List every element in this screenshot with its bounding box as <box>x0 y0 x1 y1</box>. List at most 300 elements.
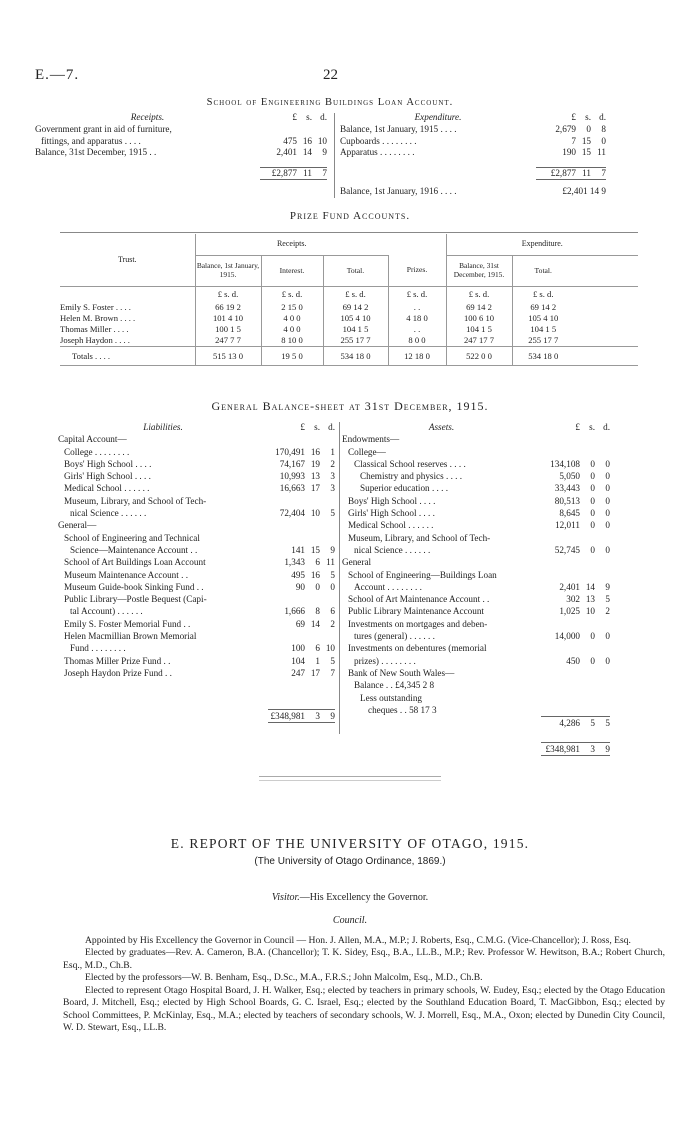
row-text: Chemistry and physics . . . . <box>360 471 463 482</box>
row-pounds <box>541 532 580 544</box>
row-pence: 11 <box>326 557 335 568</box>
table-row <box>342 532 610 544</box>
table-row <box>342 581 610 593</box>
total-interest: 19 5 0 <box>261 347 323 366</box>
assets-heading: Assets. <box>428 422 455 432</box>
table-row <box>58 593 335 605</box>
row-pounds: 72,404 <box>279 508 305 519</box>
row-shillings: 16 <box>302 135 312 146</box>
council-paragraph: Appointed by His Excellency the Governor in Council — Hon. J. Allen, M.A., M.P.; J. Roberts, Esq., C.M.G. (Vice-Chancellor); J. Ross, Esq. <box>85 935 631 946</box>
row-pounds: 100 <box>291 643 305 654</box>
row-text: Emily S. Foster Memorial Fund . . <box>64 618 191 629</box>
row-pounds: 2,401 <box>559 581 580 592</box>
col-total: Total. <box>323 255 388 286</box>
cell-total: 69 14 2 <box>323 302 388 313</box>
row-shillings: 0 <box>590 631 595 642</box>
row-pence: 9 <box>330 544 335 555</box>
table-row <box>342 495 610 507</box>
table-row <box>340 147 606 159</box>
cell-balance-31: 100 6 10 <box>446 313 512 324</box>
row-pence: 6 <box>330 606 335 617</box>
table-row <box>58 667 335 679</box>
assets-rows <box>342 433 610 679</box>
row-text: nical Science . . . . . . <box>354 544 431 555</box>
row-pounds: 190 <box>562 147 576 158</box>
money-header-pounds: £ <box>571 112 576 122</box>
row-text: Boys' High School . . . . <box>348 495 436 506</box>
row-text: Investments on debentures (memorial <box>348 643 487 654</box>
bank-net-shillings: 5 <box>580 717 595 730</box>
expenditure-total-row <box>340 167 606 180</box>
table-row <box>58 630 335 642</box>
table-row <box>58 495 335 507</box>
liabilities-total-row <box>58 709 335 722</box>
row-pounds <box>260 124 297 136</box>
prize-fund-title: Prize Fund Accounts. <box>289 210 411 222</box>
row-shillings: 0 <box>590 508 595 519</box>
table-row <box>35 147 327 159</box>
assets-table <box>342 421 610 756</box>
table-row <box>58 482 335 494</box>
table-row <box>58 556 335 568</box>
cell-total-exp: 105 4 10 <box>512 313 574 324</box>
row-shillings <box>297 124 312 136</box>
row-pounds: 90 <box>295 581 305 592</box>
row-text: Classical School reserves . . . . <box>354 458 466 469</box>
bank-net-pounds: 4,286 <box>541 717 580 730</box>
col-prizes: Prizes. <box>388 255 446 286</box>
row-text: Apparatus . . . . . . . . <box>340 147 415 158</box>
row-text: College— <box>348 446 386 457</box>
row-pence <box>595 556 610 568</box>
liabilities-heading: Liabilities. <box>143 422 183 432</box>
row-shillings <box>580 667 595 679</box>
row-text: Museum, Library, and School of Tech- <box>348 532 491 543</box>
table-row <box>342 470 610 482</box>
table-row <box>340 124 606 136</box>
row-pounds: 475 <box>283 135 297 146</box>
row-shillings: 17 <box>310 667 320 678</box>
col-expenditure: Expenditure. <box>446 234 638 255</box>
row-text: General— <box>58 520 97 531</box>
table-row <box>60 302 638 313</box>
council-heading: Council. <box>332 915 368 926</box>
cell-balance-31: 69 14 2 <box>446 302 512 313</box>
expenditure-heading: Expenditure. <box>414 112 462 122</box>
total-pence: 7 <box>312 167 327 180</box>
receipts-total-row <box>35 167 327 180</box>
row-pence <box>595 433 610 445</box>
row-shillings: 15 <box>581 147 591 158</box>
table-row <box>58 433 335 445</box>
cell-total-exp: 104 1 5 <box>512 324 574 335</box>
table-row <box>340 136 606 148</box>
loan-receipts-block <box>35 112 327 180</box>
row-pence: 2 <box>605 606 610 617</box>
row-pounds <box>268 630 305 642</box>
cell-prizes: 4 18 0 <box>388 313 446 324</box>
row-pence: 0 <box>605 655 610 666</box>
row-pounds: 495 <box>291 569 305 580</box>
row-text: College . . . . . . . . <box>64 446 130 457</box>
col-receipts: Receipts. <box>195 234 388 255</box>
row-shillings: 17 <box>310 483 320 494</box>
row-pounds <box>268 519 305 531</box>
row-pounds: 104 <box>291 655 305 666</box>
row-shillings: 0 <box>315 581 320 592</box>
table-row <box>58 507 335 519</box>
row-shillings: 0 <box>586 123 591 134</box>
row-pounds <box>268 433 305 445</box>
row-shillings <box>580 618 595 630</box>
row-shillings <box>305 495 320 507</box>
row-pence: 10 <box>317 135 327 146</box>
row-shillings: 14 <box>585 581 595 592</box>
row-text: Thomas Miller Prize Fund . . <box>64 655 171 666</box>
table-row <box>58 532 335 544</box>
row-shillings: 16 <box>310 569 320 580</box>
trust-name: Emily S. Foster . . . . <box>60 302 131 312</box>
page-number: 22 <box>323 67 338 83</box>
trust-name: Joseph Haydon . . . . <box>60 335 130 345</box>
total-pounds: £2,877 <box>536 167 576 180</box>
total-balance: 515 13 0 <box>195 347 261 366</box>
cell-total: 255 17 7 <box>323 335 388 347</box>
row-pence: 1 <box>330 446 335 457</box>
row-pounds <box>268 593 305 605</box>
table-row <box>60 313 638 324</box>
table-row <box>342 446 610 458</box>
row-pounds: 7 <box>571 135 576 146</box>
row-shillings <box>305 519 320 531</box>
total-balance-31: 522 0 0 <box>446 347 512 366</box>
money-header-pounds: £ <box>300 422 305 432</box>
row-text: School of Engineering—Buildings Loan <box>348 569 497 580</box>
cell-interest: 2 15 0 <box>261 302 323 313</box>
bank-less-outstanding: Less outstanding <box>360 692 423 703</box>
table-row <box>58 605 335 617</box>
money-header-pence: d. <box>603 422 610 432</box>
col-balance-1st-jan: Balance, 1st January, 1915. <box>195 255 261 286</box>
row-pence: 7 <box>330 667 335 678</box>
table-row <box>342 433 610 445</box>
row-shillings <box>305 593 320 605</box>
cell-prizes: . . <box>388 324 446 335</box>
money-header-shillings: s. <box>314 422 320 432</box>
row-text: Cupboards . . . . . . . . <box>340 135 417 146</box>
row-text: Science—Maintenance Account . . <box>70 544 198 555</box>
table-row <box>342 655 610 667</box>
table-row <box>60 335 638 347</box>
row-text: Joseph Haydon Prize Fund . . <box>64 667 172 678</box>
row-pence: 0 <box>605 508 610 519</box>
row-pence: 9 <box>605 581 610 592</box>
row-shillings: 0 <box>590 483 595 494</box>
visitor-line <box>0 892 700 905</box>
row-shillings: 14 <box>310 618 320 629</box>
row-pence: 5 <box>330 508 335 519</box>
col-total-expenditure: Total. <box>512 255 574 286</box>
row-pence: 0 <box>601 135 606 146</box>
bank-less-row <box>342 692 610 704</box>
row-text: School of Art Buildings Loan Account <box>64 557 206 568</box>
table-row <box>342 482 610 494</box>
cell-balance: 66 19 2 <box>195 302 261 313</box>
col-balance-31st-dec: Balance, 31st December, 1915. <box>446 255 512 286</box>
row-pence <box>320 630 335 642</box>
row-pence: 0 <box>605 631 610 642</box>
row-text: tures (general) . . . . . . <box>354 631 435 642</box>
row-shillings <box>580 569 595 581</box>
row-shillings: 15 <box>581 135 591 146</box>
row-pounds: 2,401 <box>276 147 297 158</box>
table-row <box>35 124 327 136</box>
row-pounds: 450 <box>566 655 580 666</box>
row-pounds: 1,666 <box>284 606 305 617</box>
money-header-pounds: £ <box>292 112 297 122</box>
row-text: Helen Macmillian Brown Memorial <box>64 631 197 642</box>
cell-prizes: 8 0 0 <box>388 335 446 347</box>
money-header-pence: d. <box>328 422 335 432</box>
total-pounds: £348,981 <box>541 742 580 755</box>
balance-carried-amount: £2,401 14 9 <box>562 185 606 196</box>
table-row <box>342 519 610 531</box>
row-shillings <box>580 446 595 458</box>
units: £ s. d. <box>261 286 323 302</box>
money-header-pence: d. <box>320 112 327 122</box>
table-row <box>342 593 610 605</box>
row-pence: 0 <box>605 471 610 482</box>
row-pounds: 33,443 <box>554 483 580 494</box>
document-reference: E.—7. <box>35 67 80 83</box>
row-pence: 5 <box>605 594 610 605</box>
liabilities-table <box>58 421 335 723</box>
row-text: General <box>342 557 372 568</box>
council-paragraphs <box>63 935 665 1035</box>
row-text: School of Art Maintenance Account . . <box>348 594 490 605</box>
row-pounds <box>541 618 580 630</box>
row-pounds: 10,993 <box>279 471 305 482</box>
row-pence: 0 <box>330 581 335 592</box>
row-pence: 5 <box>330 569 335 580</box>
loan-account-title: School of Engineering Buildings Loan Account. <box>206 97 454 108</box>
liabilities-rows <box>58 433 335 679</box>
total-pounds: £2,877 <box>260 167 297 180</box>
total-shillings: 3 <box>305 709 320 722</box>
row-pence <box>320 519 335 531</box>
column-divider <box>339 422 340 734</box>
row-text: Account . . . . . . . . <box>354 581 422 592</box>
bank-cheques-row <box>342 704 610 717</box>
row-text: Museum, Library, and School of Tech- <box>64 495 207 506</box>
row-text: Government grant in aid of furniture, <box>35 123 172 134</box>
table-row <box>342 507 610 519</box>
prize-fund-table <box>60 234 638 366</box>
row-shillings: 6 <box>315 643 320 654</box>
total-total-exp: 534 18 0 <box>512 347 574 366</box>
otago-report-subtitle: (The University of Otago Ordinance, 1869.) <box>254 856 446 867</box>
table-row <box>58 655 335 667</box>
table-row <box>58 642 335 654</box>
row-pence <box>595 667 610 679</box>
column-divider <box>334 113 335 198</box>
row-pence <box>595 618 610 630</box>
row-shillings: 0 <box>590 520 595 531</box>
row-pounds: 16,663 <box>279 483 305 494</box>
row-text: Museum Maintenance Account . . <box>64 569 188 580</box>
row-shillings: 8 <box>315 606 320 617</box>
row-pounds: 302 <box>566 594 580 605</box>
row-pence: 0 <box>605 483 610 494</box>
cell-balance: 100 1 5 <box>195 324 261 335</box>
row-text: fittings, and apparatus . . . . <box>41 135 141 146</box>
row-pounds <box>541 446 580 458</box>
row-shillings <box>580 556 595 568</box>
row-text: Bank of New South Wales— <box>348 667 455 678</box>
bank-balance-row <box>342 679 610 691</box>
row-pence: 2 <box>330 458 335 469</box>
row-text: Girls' High School . . . . <box>348 508 435 519</box>
row-pence: 0 <box>605 458 610 469</box>
row-shillings: 15 <box>310 544 320 555</box>
col-interest: Interest. <box>261 255 323 286</box>
money-header-shillings: s. <box>589 422 595 432</box>
row-shillings: 13 <box>310 471 320 482</box>
money-header-pence: d. <box>599 112 606 122</box>
cell-balance-31: 247 17 7 <box>446 335 512 347</box>
row-pounds: 170,491 <box>275 446 305 457</box>
table-row <box>342 458 610 470</box>
council-paragraph: Elected by the professors—W. B. Benham, Esq., D.Sc., M.A., F.R.S.; John Malcolm, Esq., M.D., Ch.B. <box>85 972 483 984</box>
row-pounds: 5,050 <box>559 471 580 482</box>
row-pounds: 12,011 <box>555 520 580 531</box>
row-text: Fund . . . . . . . . <box>70 643 126 654</box>
row-text: nical Science . . . . . . <box>70 508 147 519</box>
row-shillings: 0 <box>590 655 595 666</box>
row-pounds: 1,343 <box>284 557 305 568</box>
row-pence: 2 <box>330 618 335 629</box>
row-shillings <box>305 532 320 544</box>
cell-total-exp: 69 14 2 <box>512 302 574 313</box>
cell-total: 105 4 10 <box>323 313 388 324</box>
row-pounds: 8,645 <box>559 508 580 519</box>
bank-net-pence: 5 <box>595 717 610 730</box>
total-total: 534 18 0 <box>323 347 388 366</box>
total-pence: 7 <box>591 167 606 180</box>
cell-balance: 247 7 7 <box>195 335 261 347</box>
table-row <box>58 581 335 593</box>
row-shillings: 0 <box>590 458 595 469</box>
table-row <box>58 519 335 531</box>
table-row <box>58 446 335 458</box>
table-row <box>58 618 335 630</box>
row-pounds <box>541 642 580 654</box>
row-shillings: 14 <box>302 147 312 158</box>
row-pence <box>320 593 335 605</box>
row-shillings <box>580 433 595 445</box>
table-row <box>342 544 610 556</box>
visitor-label: Visitor. <box>271 892 300 903</box>
table-row <box>58 470 335 482</box>
bank-net-row <box>342 717 610 730</box>
row-pounds: 141 <box>291 544 305 555</box>
cell-interest: 4 0 0 <box>261 313 323 324</box>
row-pounds <box>541 569 580 581</box>
row-pence <box>312 124 327 136</box>
row-pence: 0 <box>605 544 610 555</box>
row-pounds <box>541 433 580 445</box>
table-row <box>342 630 610 642</box>
row-shillings: 19 <box>310 458 320 469</box>
balance-carried-text: Balance, 1st January, 1916 . . . . <box>340 185 457 196</box>
cell-balance-31: 104 1 5 <box>446 324 512 335</box>
row-pounds: 69 <box>295 618 305 629</box>
cell-total: 104 1 5 <box>323 324 388 335</box>
units: £ s. d. <box>512 286 574 302</box>
loan-expenditure-table <box>340 112 606 198</box>
money-header-pounds: £ <box>575 422 580 432</box>
row-pounds: 2,679 <box>555 123 576 134</box>
row-pence <box>595 569 610 581</box>
row-shillings: 0 <box>590 471 595 482</box>
row-pounds <box>541 556 580 568</box>
row-text: Investments on mortgages and deben- <box>348 618 488 629</box>
cell-balance: 101 4 10 <box>195 313 261 324</box>
total-shillings: 3 <box>580 742 595 755</box>
assets-block <box>342 421 610 756</box>
table-row <box>58 458 335 470</box>
totals-row <box>60 347 638 366</box>
row-shillings: 0 <box>590 495 595 506</box>
units: £ s. d. <box>323 286 388 302</box>
row-pence <box>595 532 610 544</box>
row-pounds: 247 <box>291 667 305 678</box>
row-text: Museum Guide-book Sinking Fund . . <box>64 581 204 592</box>
row-shillings <box>580 532 595 544</box>
bank-cheques: cheques . . 58 17 3 <box>368 705 437 716</box>
cell-prizes: . . <box>388 302 446 313</box>
total-prizes: 12 18 0 <box>388 347 446 366</box>
row-pence: 0 <box>605 495 610 506</box>
row-text: Balance, 31st December, 1915 . . <box>35 147 157 158</box>
liabilities-block <box>58 421 335 723</box>
row-text: Medical School . . . . . . <box>64 483 150 494</box>
trust-name: Thomas Miller . . . . <box>60 324 129 334</box>
row-pence: 0 <box>605 520 610 531</box>
row-pence <box>595 642 610 654</box>
row-text: Public Library Maintenance Account <box>348 606 484 617</box>
total-shillings: 11 <box>576 167 591 180</box>
table-row <box>342 642 610 654</box>
row-text: Boys' High School . . . . <box>64 458 152 469</box>
row-pence <box>320 532 335 544</box>
prize-fund-table-wrap <box>60 234 638 366</box>
cell-total-exp: 255 17 7 <box>512 335 574 347</box>
row-pence: 5 <box>330 655 335 666</box>
table-top-rule <box>60 232 638 233</box>
visitor-text: —His Excellency the Governor. <box>299 892 429 903</box>
row-pounds <box>268 532 305 544</box>
row-shillings: 16 <box>310 446 320 457</box>
table-row <box>342 618 610 630</box>
cell-interest: 8 10 0 <box>261 335 323 347</box>
receipts-heading: Receipts. <box>130 112 165 122</box>
table-row <box>58 569 335 581</box>
row-pence: 9 <box>322 147 327 158</box>
col-trust: Trust. <box>117 254 137 264</box>
council-paragraph: Elected to represent Otago Hospital Board, J. H. Walker, Esq.; elected by teachers in primary schools, W. Eudey, Esq.; elected by the Otago Education Board, J. Mitchell, Esq.; elected by High School Boards, G. C. Israel, Esq.; elected by the Southland Education Board, T. MacGibbon, Esq.; elected by School Committees, P. McKinlay, Esq., M.A.; elected by teachers of secondary schools, W. J. Morrell, Esq., M.A., Oxon; elected by Dunedin City Council, W. D. Stewart, Esq., LL.B. <box>63 984 665 1034</box>
balance-sheet-title: General Balance-sheet at 31st December, 1915. <box>211 399 489 413</box>
